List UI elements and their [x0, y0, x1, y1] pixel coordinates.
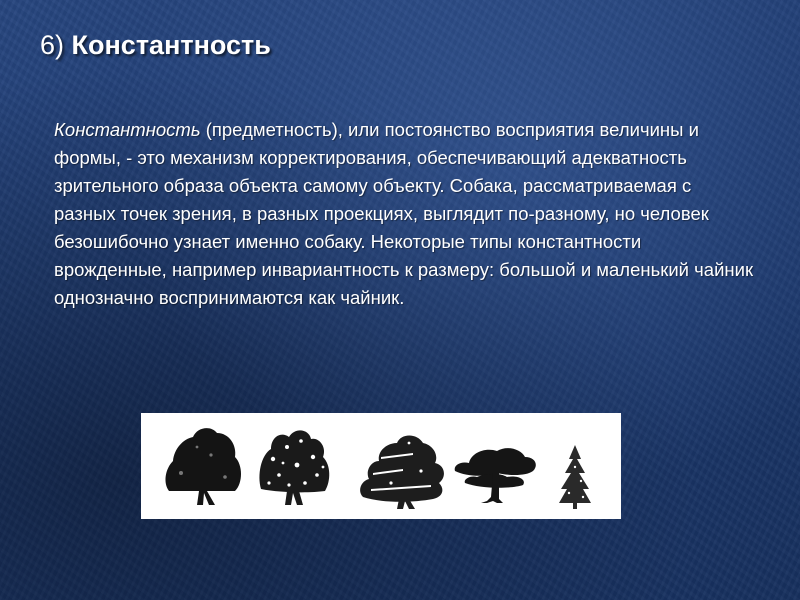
body-definition: (предметность), или постоянство восприятия величины и формы, - это механизм корректирования, обеспечивающий адекватность зрительного образа объекта самому объекту. Собака, рассматриваемая с разных точек зрения, в разных проекциях, выглядит по-разному, но человек безошибочно узнает именно собаку. Некоторые типы константности врожденные, например инвариантность к размеру: большой и маленький чайник однозначно воспринимаются как чайник.	[54, 119, 754, 308]
tree-bushy-icon	[259, 430, 329, 505]
trees-illustration	[141, 413, 621, 519]
tree-conifer-icon	[559, 445, 591, 509]
slide-title-number: 6)	[40, 30, 65, 60]
tree-flat-icon	[455, 448, 536, 503]
slide-title-text: Константность	[71, 30, 271, 60]
slide-body-text	[54, 116, 754, 312]
tree-round-icon	[166, 428, 241, 505]
slide-title	[40, 30, 271, 61]
body-term: Константность	[54, 119, 201, 140]
tree-layered-icon	[360, 436, 444, 510]
trees-image	[141, 413, 621, 519]
